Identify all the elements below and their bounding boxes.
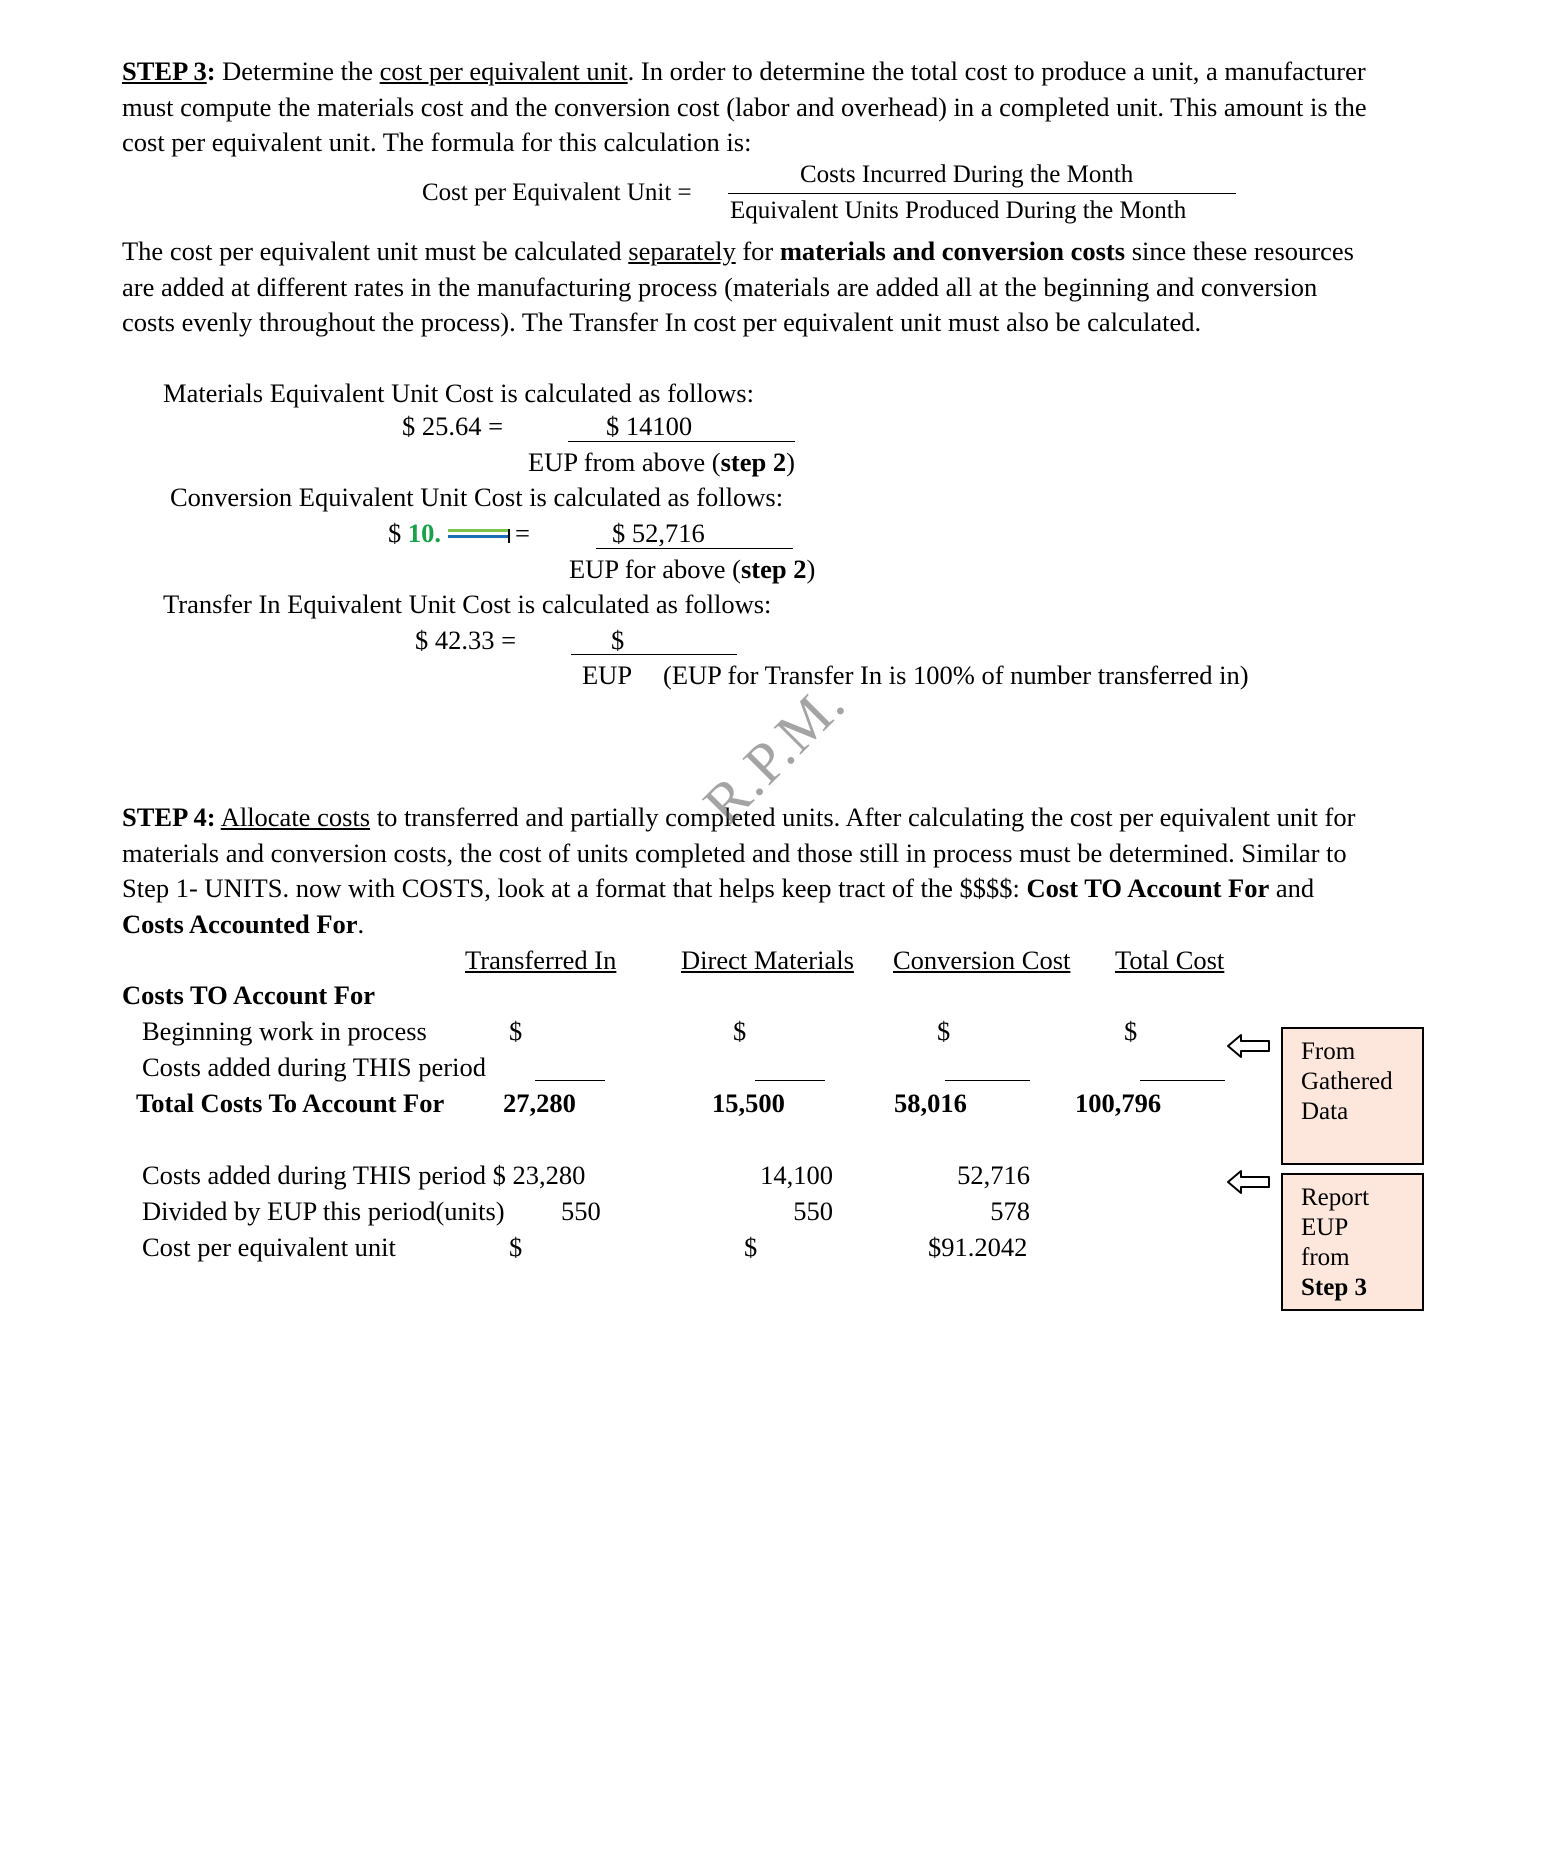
left-arrow-icon xyxy=(1226,1033,1272,1059)
calc-divided-transferred-in: 550 xyxy=(561,1196,601,1226)
calc-divided-label: Divided by EUP this period(units) xyxy=(142,1196,505,1226)
costs-to-account-for-title: Costs TO Account For xyxy=(122,980,375,1010)
step3-line2: must compute the materials cost and the conversion cost (labor and overhead) in a completed unit. This amount is the xyxy=(122,91,1367,122)
materials-numerator: $ 14100 xyxy=(606,411,693,441)
header-total-cost: Total Cost xyxy=(1115,945,1225,975)
formula-numerator: Costs Incurred During the Month xyxy=(800,161,1134,188)
step3-paragraph2: The cost per equivalent unit must be calculated separately for materials and conversion costs since these resources are added at different rates in the manufacturing process (materials are added all at the beginning and conversion costs evenly throughout the process). The Transfer In cost per equivalent unit must also be calculated. xyxy=(122,236,1354,337)
note-box-report-eup: Report EUP from Step 3 xyxy=(1281,1173,1424,1311)
header-conversion-cost: Conversion Cost xyxy=(893,945,1071,975)
transfer-denominator: EUP xyxy=(582,660,633,690)
step3-intro xyxy=(122,54,1462,161)
total-transferred-in: 27,280 xyxy=(503,1088,576,1118)
calc-added-label: Costs added during THIS period $ 23,280 xyxy=(142,1160,586,1190)
costs-added-transferred-in-blank xyxy=(535,1080,605,1081)
header-direct-materials: Direct Materials xyxy=(681,945,854,975)
calc-divided-materials: 550 xyxy=(793,1196,833,1226)
materials-result: $ 25.64 = xyxy=(402,411,504,441)
transfer-note: (EUP for Transfer In is 100% of number transferred in) xyxy=(663,660,1249,690)
costs-added-conversion-blank xyxy=(945,1080,1030,1081)
costs-added-label: Costs added during THIS period xyxy=(142,1052,486,1082)
calc-divided-conversion: 578 xyxy=(990,1196,1030,1226)
formula-denominator: Equivalent Units Produced During the Month xyxy=(730,197,1187,224)
calc-cpu-materials: $ xyxy=(744,1232,758,1262)
cost-per-equivalent-unit-term: cost per equivalent unit xyxy=(379,56,628,86)
total-conversion: 58,016 xyxy=(894,1088,967,1118)
beginning-wip-conversion: $ xyxy=(937,1016,951,1046)
step3-label: STEP 3 xyxy=(122,56,207,86)
materials-heading: Materials Equivalent Unit Cost is calculated as follows: xyxy=(163,378,754,408)
beginning-wip-label: Beginning work in process xyxy=(142,1016,427,1046)
calc-added-conversion: 52,716 xyxy=(957,1160,1030,1190)
transfer-result: $ 42.33 = xyxy=(415,625,517,655)
step3-line1: STEP 3: Determine the cost per equivalent unit. In order to determine the total cost to produce a unit, a manufacturer xyxy=(122,56,1366,86)
formula-lhs: Cost per Equivalent Unit = xyxy=(422,179,692,206)
conversion-numerator: $ 52,716 xyxy=(612,518,705,548)
costs-added-materials-blank xyxy=(755,1080,825,1081)
left-arrow-icon xyxy=(1226,1169,1272,1195)
step4-label: STEP 4: xyxy=(122,802,216,832)
transfer-heading: Transfer In Equivalent Unit Cost is calculated as follows: xyxy=(163,589,772,619)
conversion-denominator: EUP for above (step 2) xyxy=(569,554,816,584)
step3-line3: cost per equivalent unit. The formula for this calculation is: xyxy=(122,127,752,157)
beginning-wip-transferred-in: $ xyxy=(509,1016,523,1046)
note-box-gathered-data: From Gathered Data xyxy=(1281,1027,1424,1165)
beginning-wip-materials: $ xyxy=(733,1016,747,1046)
conversion-heading: Conversion Equivalent Unit Cost is calculated as follows: xyxy=(170,482,784,512)
total-total-cost: 100,796 xyxy=(1075,1088,1162,1118)
materials-denominator: EUP from above (step 2) xyxy=(528,447,795,477)
calc-cpu-label: Cost per equivalent unit xyxy=(142,1232,396,1262)
costs-added-total-blank xyxy=(1140,1080,1225,1081)
total-materials: 15,500 xyxy=(712,1088,785,1118)
header-transferred-in: Transferred In xyxy=(465,945,617,975)
calc-cpu-conversion: $91.2042 xyxy=(928,1232,1028,1262)
formula-fraction-bar xyxy=(728,193,1236,194)
calc-cpu-transferred-in: $ xyxy=(509,1232,523,1262)
allocate-costs-term: Allocate costs xyxy=(220,802,371,832)
transfer-numerator-line xyxy=(571,654,737,655)
total-costs-label: Total Costs To Account For xyxy=(136,1088,445,1118)
transfer-numerator: $ xyxy=(611,625,625,655)
conversion-equals: = xyxy=(515,518,530,548)
calc-added-materials: 14,100 xyxy=(760,1160,833,1190)
beginning-wip-total: $ xyxy=(1124,1016,1138,1046)
conversion-result: $ 10. xyxy=(388,518,441,548)
input-highlight-marker xyxy=(448,529,510,541)
watermark: R.P.M. xyxy=(690,669,859,837)
step4-intro: STEP 4: Allocate costs to transferred and partially completed units. After calculating the cost per equivalent unit for materials and conversion costs, the cost of units completed and those still in process must be determined. Similar to Step 1- UNITS. now with COSTS, look at a format that helps keep tract of the $$$$: Cost TO Account For and Costs Accounted For. xyxy=(122,802,1356,939)
